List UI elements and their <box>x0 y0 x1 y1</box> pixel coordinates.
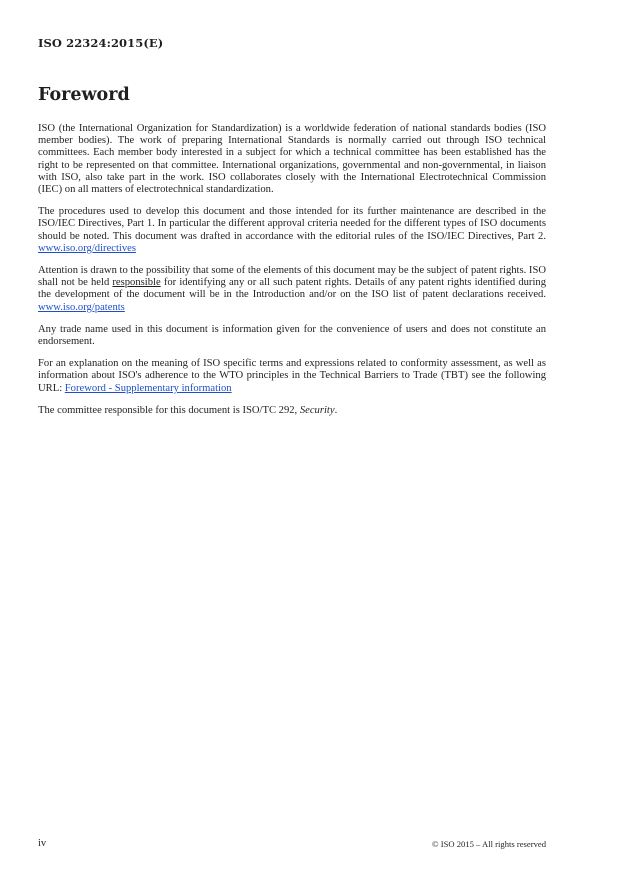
paragraph-trade-name: Any trade name used in this document is information given for the convenience of users and does not constitute an endorsement. <box>38 323 546 348</box>
underlined-word: responsible <box>112 277 161 289</box>
paragraph-conformity <box>38 358 546 395</box>
section-title: Foreword <box>38 85 130 105</box>
page-number: iv <box>38 838 47 849</box>
paragraph-committee-end: . <box>334 404 338 416</box>
paragraph-procedures <box>38 206 546 255</box>
paragraph-patent-text-start: Attention is drawn to the possibility that some of the elements of this document may be the subject of patent rights. ISO shall not be held <box>38 265 546 289</box>
paragraph-committee-text: The committee responsible for this document is ISO/TC 292, <box>38 404 300 416</box>
document-id: ISO 22324:2015(E) <box>38 36 164 50</box>
directives-link[interactable]: www.iso.org/directives <box>38 242 136 254</box>
paragraph-conformity-text: For an explanation on the meaning of ISO specific terms and expressions related to conformity assessment, as well as information about ISO's adherence to the WTO principles in the Technical Barriers to Trade (TBT) see the following URL: <box>38 358 546 394</box>
foreword-body <box>38 123 546 427</box>
paragraph-committee <box>38 405 546 417</box>
patents-link[interactable]: www.iso.org/patents <box>38 301 125 313</box>
paragraph-procedures-text: The procedures used to develop this document and those intended for its further maintenance are described in the ISO/IEC Directives, Part 1. In particular the different approval criteria needed for the different types of ISO documents should be noted. This document was drafted in accordance with the editorial rules of the ISO/IEC Directives, Part 2. <box>38 206 546 242</box>
paragraph-patent-rights <box>38 265 546 314</box>
supplementary-info-link[interactable]: Foreword - Supplementary information <box>64 382 232 394</box>
paragraph-patent-text-end: for identifying any or all such patent rights. Details of any patent rights identified during the development of the document will be in the Introduction and/or on the ISO list of patent declarations received. <box>38 277 546 301</box>
committee-name: Security <box>299 404 335 416</box>
paragraph-iso-federation: ISO (the International Organization for Standardization) is a worldwide federation of national standards bodies (ISO member bodies). The work of preparing International Standards is normally carried out through ISO technical committees. Each member body interested in a subject for which a technical committee has been established has the right to be represented on that committee. International organizations, governmental and non-governmental, in liaison with ISO, also take part in the work. ISO collaborates closely with the International Electrotechnical Commission (IEC) on all matters of electrotechnical standardization. <box>38 123 546 196</box>
copyright-notice: © ISO 2015 – All rights reserved <box>432 839 546 849</box>
